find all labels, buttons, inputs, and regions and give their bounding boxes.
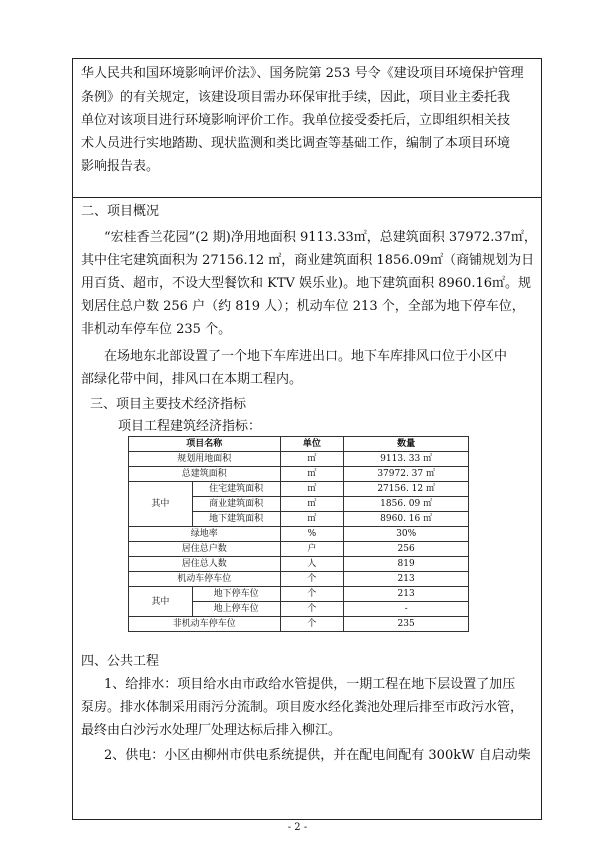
tech-indicator-table — [128, 436, 469, 632]
row-unit: 人 — [280, 557, 344, 572]
col-header-unit: 单位 — [280, 437, 344, 452]
col-header-value: 数量 — [344, 437, 469, 452]
row-name: 地上停车位 — [192, 602, 280, 617]
row-value: 819 — [344, 557, 469, 572]
section3-subheading: 项目工程建筑经济指标： — [118, 419, 262, 434]
row-unit: 个 — [280, 617, 344, 632]
row-unit: 个 — [280, 587, 344, 602]
section2-para1-line-4: 划居住总户数 256 户（约 819 人）；机动车位 213 个，全部为地下停车位， — [81, 299, 525, 314]
row-name: 住宅建筑面积 — [192, 482, 280, 497]
section3-heading: 三、项目主要技术经济指标 — [90, 397, 247, 412]
section4-item1-line-3: 最终由白沙污水处理厂处理达标后排入柳江。 — [81, 723, 342, 738]
row-value: 256 — [344, 542, 469, 557]
row-name: 居住总户数 — [129, 542, 281, 557]
col-header-name: 项目名称 — [129, 437, 281, 452]
row-unit: ㎡ — [280, 452, 344, 467]
row-unit: ㎡ — [280, 497, 344, 512]
row-name: 非机动车停车位 — [129, 617, 281, 632]
table-row — [129, 572, 469, 587]
table-row — [129, 557, 469, 572]
row-name: 机动车停车位 — [129, 572, 281, 587]
section2-para2-line-2: 部绿化带中间，排风口在本期工程内。 — [81, 372, 303, 387]
row-unit: 个 — [280, 602, 344, 617]
group-label: 其中 — [129, 482, 193, 527]
row-value: 235 — [344, 617, 469, 632]
table-row — [129, 482, 469, 497]
row-value: 37972. 37 ㎡ — [344, 467, 469, 482]
row-name: 地下停车位 — [192, 587, 280, 602]
table-row — [129, 542, 469, 557]
row-value: - — [344, 602, 469, 617]
para1-line-4: 术人员进行实地踏勘、现状监测和类比调查等基础工作，编制了本项目环境 — [81, 136, 511, 151]
group-label: 其中 — [129, 587, 193, 617]
row-name: 地下建筑面积 — [192, 512, 280, 527]
table-row — [129, 452, 469, 467]
row-value: 8960. 16 ㎡ — [344, 512, 469, 527]
row-unit: ㎡ — [280, 512, 344, 527]
row-value: 213 — [344, 587, 469, 602]
section4-item2-line-1: 2、供电：小区由柳州市供电系统提供，并在配电间配有 300kW 自启动柴 — [104, 748, 531, 763]
table-row — [129, 527, 469, 542]
row-value: 30% — [344, 527, 469, 542]
row-unit: 户 — [280, 542, 344, 557]
row-name: 总建筑面积 — [129, 467, 281, 482]
para1-line-5: 影响报告表。 — [81, 159, 160, 174]
row-name: 绿地率 — [129, 527, 281, 542]
para1-line-2: 条例》的有关规定，该建设项目需办环保审批手续，因此，项目业主委托我 — [81, 90, 511, 105]
section2-heading: 二、项目概况 — [81, 204, 160, 219]
row-value: 213 — [344, 572, 469, 587]
page-number: - 2 - — [287, 822, 308, 833]
row-value: 9113. 33 ㎡ — [344, 452, 469, 467]
row-name: 规划用地面积 — [129, 452, 281, 467]
para1-line-1: 华人民共和国环境影响评价法》、国务院第 253 号令《建设项目环境保护管理 — [81, 66, 524, 81]
section2-para1-line-5: 非机动车停车位 235 个。 — [81, 322, 232, 337]
table-row — [129, 467, 469, 482]
table-row — [129, 587, 469, 602]
row-unit: 个 — [280, 572, 344, 587]
row-value: 27156. 12 ㎡ — [344, 482, 469, 497]
section4-item1-line-1: 1、给排水：项目给水由市政给水管提供，一期工程在地下层设置了加压 — [104, 677, 516, 692]
para1-line-3: 单位对该项目进行环境影响评价工作。我单位接受委托后，立即组织相关技 — [81, 113, 511, 128]
section2-para1-line-3: 用百货、超市，不设大型餐饮和 KTV 娱乐业)。地下建筑面积 8960.16㎡。规 — [81, 276, 531, 291]
section4-heading: 四、公共工程 — [81, 654, 160, 669]
row-unit: ㎡ — [280, 467, 344, 482]
section2-para2-line-1: 在场地东北部设置了一个地下车库进出口。地下车库排风口位于小区中 — [104, 349, 508, 364]
section2-para1-line-1: “宏桂香兰花园”(2 期)净用地面积 9113.33㎡，总建筑面积 37972.37㎡， — [104, 230, 537, 245]
section2-para1-line-2: 其中住宅建筑面积为 27156.12 ㎡，商业建筑面积 1856.09㎡（商铺规划为日 — [81, 253, 535, 268]
row-value: 1856. 09 ㎡ — [344, 497, 469, 512]
section4-item1-line-2: 泵房。排水体制采用雨污分流制。项目废水经化粪池处理后排至市政污水管， — [81, 700, 524, 715]
section-divider — [73, 197, 541, 198]
row-unit: % — [280, 527, 344, 542]
table-row — [129, 617, 469, 632]
row-name: 商业建筑面积 — [192, 497, 280, 512]
row-name: 居住总人数 — [129, 557, 281, 572]
table-header-row — [129, 437, 469, 452]
row-unit: ㎡ — [280, 482, 344, 497]
